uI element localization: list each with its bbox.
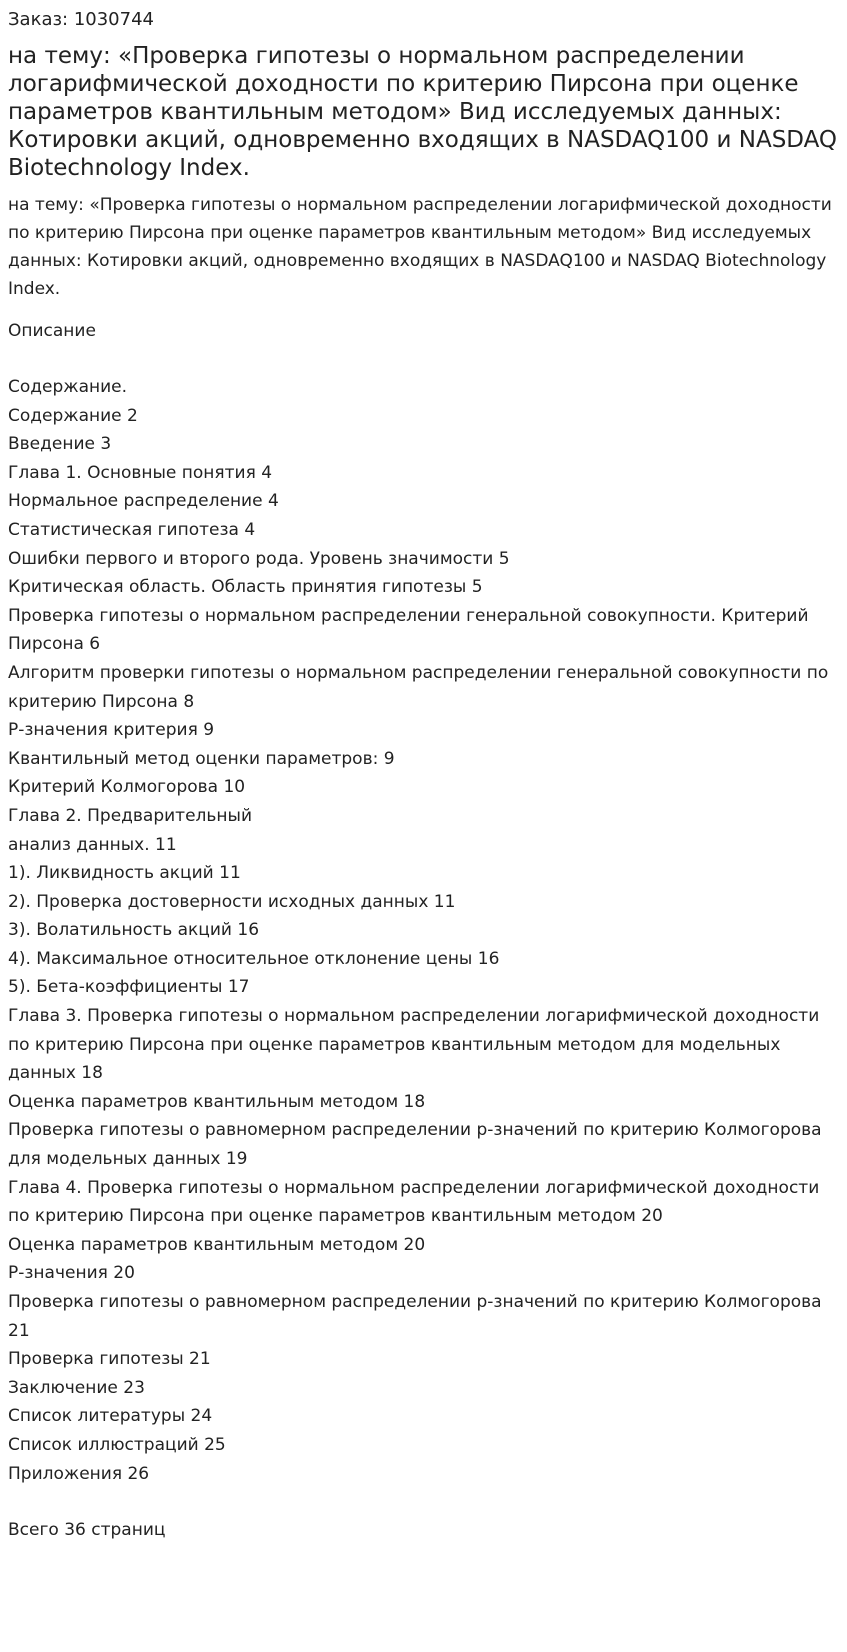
toc-item: 3). Волатильность акций 16 <box>8 920 260 941</box>
page-subtitle: на тему: «Проверка гипотезы о нормальном распределении логарифмической доходности по критерию Пирсона при оценке параметров квантильным методом» Вид исследуемых данных: Котировки акций, одновременно входящих в NASDAQ100 и NASDAQ Biotechnology Index. <box>8 195 832 299</box>
toc-item: Проверка гипотезы 21 <box>8 1349 211 1370</box>
toc-item: Глава 4. Проверка гипотезы о нормальном распределении логарифмической доходности по критерию Пирсона при оценке параметров квантильным методом 20 <box>8 1177 820 1227</box>
toc-item: Нормальное распределение 4 <box>8 491 279 512</box>
toc-item: 5). Бета-коэффициенты 17 <box>8 977 250 998</box>
toc-item: 1). Ликвидность акций 11 <box>8 863 241 884</box>
toc-item: Введение 3 <box>8 434 112 455</box>
toc-item: Алгоритм проверки гипотезы о нормальном распределении генеральной совокупности по критерию Пирсона 8 <box>8 662 829 712</box>
toc-item: анализ данных. 11 <box>8 834 177 855</box>
toc-item: Глава 3. Проверка гипотезы о нормальном распределении логарифмической доходности по критерию Пирсона при оценке параметров квантильным методом для модельных данных 18 <box>8 1006 820 1084</box>
toc-item: Статистическая гипотеза 4 <box>8 519 256 540</box>
toc-item: Глава 2. Предварительный <box>8 805 253 826</box>
toc-item: Р-значения 20 <box>8 1263 135 1284</box>
toc-item: Проверка гипотезы о равномерном распределении р-значений по критерию Колмогорова 21 <box>8 1292 822 1341</box>
order-number: Заказ: 1030744 <box>8 9 154 30</box>
toc-item: Заключение 23 <box>8 1377 145 1398</box>
description-heading: Описание <box>8 321 96 341</box>
table-of-contents <box>8 373 839 1488</box>
toc-item: Содержание. <box>8 377 128 397</box>
page-title: на тему: «Проверка гипотезы о нормальном распределении логарифмической доходности по критерию Пирсона при оценке параметров квантильным методом» Вид исследуемых данных: Котировки акций, одновременно входящих в NASDAQ100 и NASDAQ Biotechnology Index. <box>8 43 838 181</box>
toc-item: 2). Проверка достоверности исходных данных 11 <box>8 891 456 912</box>
toc-item: Критическая область. Область принятия гипотезы 5 <box>8 577 483 598</box>
toc-item: Список литературы 24 <box>8 1406 213 1427</box>
toc-item: Критерий Колмогорова 10 <box>8 777 246 798</box>
toc-item: Глава 1. Основные понятия 4 <box>8 462 273 483</box>
toc-item: 4). Максимальное относительное отклонение цены 16 <box>8 948 500 969</box>
toc-item: Р-значения критерия 9 <box>8 720 215 741</box>
toc-item: Список иллюстраций 25 <box>8 1434 226 1455</box>
toc-item: Проверка гипотезы о равномерном распределении р-значений по критерию Колмогорова для модельных данных 19 <box>8 1120 822 1170</box>
toc-item: Содержание 2 <box>8 405 138 426</box>
toc-item: Оценка параметров квантильным методом 18 <box>8 1091 426 1112</box>
toc-item: Оценка параметров квантильным методом 20 <box>8 1234 426 1255</box>
toc-item: Квантильный метод оценки параметров: 9 <box>8 748 395 769</box>
toc-item: Проверка гипотезы о нормальном распределении генеральной совокупности. Критерий Пирсона 6 <box>8 605 809 655</box>
toc-item: Приложения 26 <box>8 1463 150 1484</box>
toc-item: Ошибки первого и второго рода. Уровень значимости 5 <box>8 548 510 569</box>
total-pages: Всего 36 страниц <box>8 1520 166 1541</box>
